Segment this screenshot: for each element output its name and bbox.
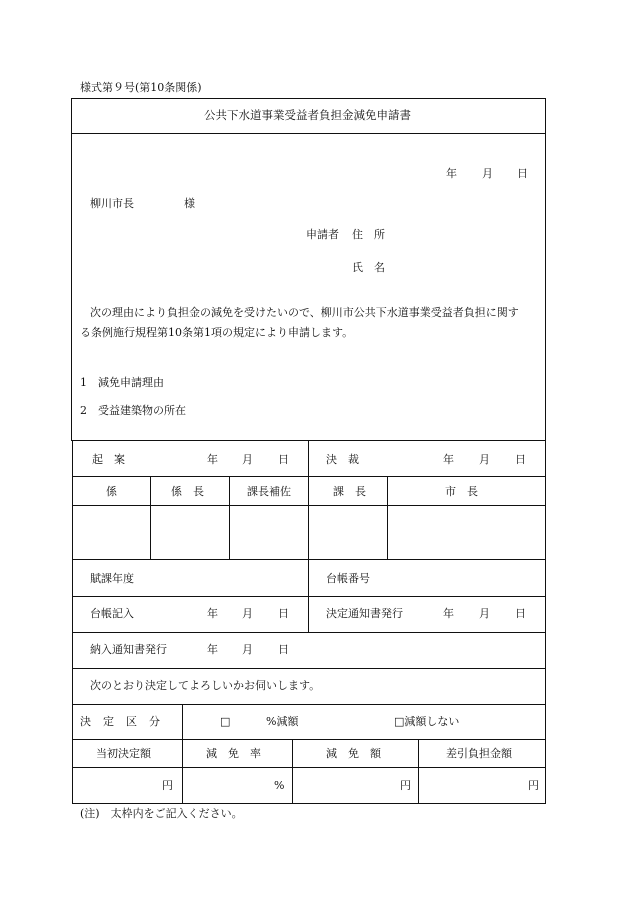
initial-amount-unit: 円 <box>162 779 173 792</box>
table-right-border <box>545 440 546 804</box>
draft-day: 日 <box>278 453 289 466</box>
honorific: 様 <box>184 197 195 210</box>
addressee: 柳川市長 <box>90 197 134 210</box>
col-line <box>182 704 183 739</box>
application-date-year[interactable]: 年 <box>446 167 457 180</box>
row-line <box>72 476 546 477</box>
body-text-line1: 次の理由により負担金の減免を受けたいので、柳川市公共下水道事業受益者負担に関す <box>90 306 519 319</box>
request-text: 次のとおり決定してよろしいかお伺いします。 <box>90 679 321 692</box>
col-line <box>418 739 419 803</box>
approver-deputy-manager: 課長補佐 <box>247 485 291 498</box>
approver-manager: 課 長 <box>333 485 366 498</box>
page-title: 公共下水道事業受益者負担金減免申請書 <box>204 108 411 122</box>
table-left-border <box>72 440 73 804</box>
levy-year-label: 賦課年度 <box>90 572 134 585</box>
reduction-amount-header: 減 免 額 <box>326 747 381 760</box>
decision-notice-label: 決定通知書発行 <box>326 607 403 620</box>
reduction-checkbox[interactable]: □ <box>220 715 231 728</box>
payment-notice-label: 納入通知書発行 <box>90 643 167 656</box>
title-divider <box>71 133 546 134</box>
col-line <box>182 739 183 803</box>
col-line <box>308 440 309 559</box>
row-line <box>72 596 546 597</box>
approver-staff: 係 <box>106 485 117 498</box>
ledger-entry-year: 年 <box>207 607 218 620</box>
decision-year: 年 <box>443 453 454 466</box>
row-line <box>72 739 546 740</box>
col-line <box>292 739 293 803</box>
row-line <box>72 632 546 633</box>
decision-month: 月 <box>479 453 490 466</box>
payment-notice-day: 日 <box>278 643 289 656</box>
table-bottom-border <box>72 803 546 804</box>
body-text-line2: る条例施行規程第10条第1項の規定により申請します。 <box>80 326 354 339</box>
ledger-entry-month: 月 <box>242 607 253 620</box>
ledger-number-label: 台帳番号 <box>326 572 370 585</box>
initial-amount-header: 当初決定額 <box>96 747 151 760</box>
application-date-day[interactable]: 日 <box>517 167 528 180</box>
decision-day: 日 <box>515 453 526 466</box>
decision-label: 決 裁 <box>326 453 359 466</box>
reduction-rate-header: 減 免 率 <box>206 747 261 760</box>
row-line <box>72 767 546 768</box>
ledger-entry-day: 日 <box>278 607 289 620</box>
payment-notice-year: 年 <box>207 643 218 656</box>
building-location-item[interactable]: 2 受益建築物の所在 <box>80 404 186 417</box>
payment-notice-month: 月 <box>242 643 253 656</box>
applicant-frame <box>71 98 546 441</box>
name-label: 氏 名 <box>352 261 385 274</box>
reduction-option-label: %減額 <box>266 715 299 728</box>
reduction-amount-unit: 円 <box>400 779 411 792</box>
reduction-rate-unit: % <box>274 779 285 792</box>
col-line <box>150 476 151 559</box>
no-reduction-option[interactable]: □減額しない <box>394 715 460 728</box>
row-line <box>72 505 546 506</box>
applicant-label: 申請者 <box>306 228 339 241</box>
draft-month: 月 <box>242 453 253 466</box>
col-line <box>308 559 309 632</box>
row-line <box>72 668 546 669</box>
col-line <box>229 476 230 559</box>
decision-notice-month: 月 <box>479 607 490 620</box>
row-line <box>72 704 546 705</box>
address-label: 住 所 <box>352 228 385 241</box>
approver-mayor: 市 長 <box>445 485 478 498</box>
ledger-entry-label: 台帳記入 <box>90 607 134 620</box>
decision-notice-year: 年 <box>443 607 454 620</box>
form-number: 様式第９号(第10条関係) <box>80 81 202 94</box>
net-amount-unit: 円 <box>528 779 539 792</box>
row-line <box>72 559 546 560</box>
col-line <box>387 476 388 559</box>
draft-label: 起 案 <box>92 453 125 466</box>
net-amount-header: 差引負担金額 <box>446 747 512 760</box>
draft-year: 年 <box>207 453 218 466</box>
application-date-month[interactable]: 月 <box>482 167 493 180</box>
decision-notice-day: 日 <box>515 607 526 620</box>
approver-chief: 係 長 <box>171 485 204 498</box>
decision-category-label: 決 定 区 分 <box>80 715 161 728</box>
reduction-reason-item[interactable]: 1 減免申請理由 <box>80 376 164 389</box>
footnote: (注) 太枠内をご記入ください。 <box>80 807 243 820</box>
